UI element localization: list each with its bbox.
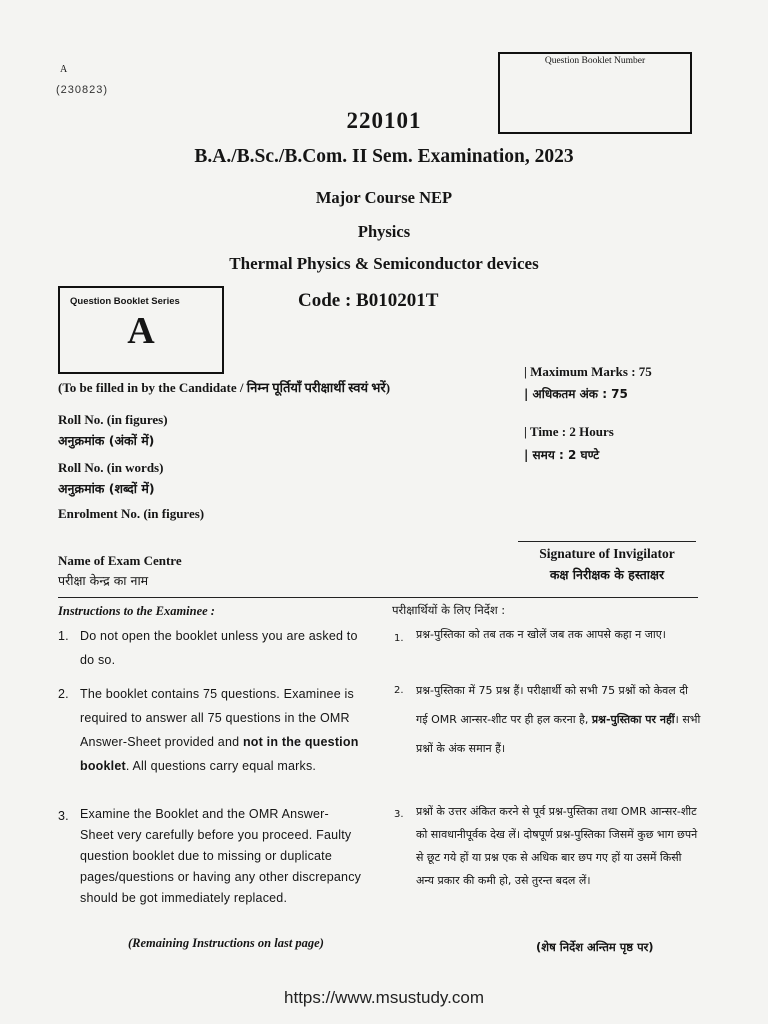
enrolment-label: Enrolment No. (in figures) xyxy=(58,506,205,521)
candidate-fill-note: (To be filled in by the Candidate / निम्न पूर्तियाँ परीक्षार्थी स्वयं भरें) xyxy=(58,380,391,395)
roll-figures-label: Roll No. (in figures) xyxy=(58,412,168,427)
site-watermark: https://www.msustudy.com xyxy=(284,988,484,1007)
instructions-hi-footer: (शेष निर्देश अन्तिम पृष्ठ पर) xyxy=(536,940,654,954)
instruction-hi-3-num: 3. xyxy=(394,809,404,820)
course-name: Major Course NEP xyxy=(315,188,453,207)
exam-centre-label: Name of Exam Centre xyxy=(58,553,182,568)
instruction-hi-1-text: प्रश्न-पुस्तिका को तब तक न खोलें जब तक आपसे कहा न जाए। xyxy=(416,628,666,641)
booklet-number-label: Question Booklet Number xyxy=(544,56,646,66)
roll-figures-label-hi: अनुक्रमांक (अंकों में) xyxy=(58,433,155,448)
instruction-en-2-text-bold: not in the question booklet xyxy=(80,735,359,773)
instruction-en-3-text: Examine the Booklet and the OMR Answer-Sheet very carefully before you proceed. Faulty question booklet due to missing or duplicate pages/questions or having any other discrepancy should be got immediately replaced. xyxy=(80,807,362,905)
time-label: | Time : 2 Hours xyxy=(524,424,614,439)
instructions-en-heading: Instructions to the Examinee : xyxy=(58,604,215,618)
exam-centre-label-hi: परीक्षा केन्द्र का नाम xyxy=(58,573,149,588)
instruction-hi-2-text-a: प्रश्न-पुस्तिका में 75 प्रश्न हैं। परीक्षार्थी को सभी 75 प्रश्नों को केवल दी गई OMR आन्सर-शीट पर ही हल करना है, xyxy=(416,684,688,726)
instructions-hi-heading: परीक्षार्थियों के लिए निर्देश : xyxy=(392,603,506,617)
paper-title: Thermal Physics & Semiconductor devices xyxy=(229,254,539,273)
invigilator-label-hi: कक्ष निरीक्षक के हस्ताक्षर xyxy=(549,567,665,582)
corner-code: (230823) xyxy=(56,84,109,96)
corner-mark: A xyxy=(60,64,68,75)
instruction-en-2-num: 2. xyxy=(58,687,69,701)
instructions-en-footer: (Remaining Instructions on last page) xyxy=(128,936,324,950)
instruction-en-2-text-b: . All questions carry equal marks. xyxy=(125,759,317,773)
booklet-series-value: A xyxy=(127,310,155,352)
roll-words-label: Roll No. (in words) xyxy=(58,460,164,475)
subject-name: Physics xyxy=(357,222,411,241)
time-label-hi: | समय : 2 घण्टे xyxy=(524,448,600,462)
invigilator-label: Signature of Invigilator xyxy=(539,546,675,561)
roll-words-label-hi: अनुक्रमांक (शब्दों में) xyxy=(58,481,155,496)
max-marks-hi: | अधिकतम अंक : 75 xyxy=(524,387,628,401)
section-divider xyxy=(58,597,698,598)
instruction-en-1-num: 1. xyxy=(58,629,69,643)
instruction-en-1-text: Do not open the booklet unless you are asked to do so. xyxy=(80,629,358,667)
instruction-hi-2-text-bold: प्रश्न-पुस्तिका पर नहीं xyxy=(591,713,675,726)
instruction-en-2-text-a: The booklet contains 75 questions. Examinee is required to answer all 75 questions in the OMR Answer-Sheet provided and xyxy=(80,687,354,749)
booklet-series-label: Question Booklet Series xyxy=(70,296,180,307)
paper-code-label: Code : B010201T xyxy=(298,290,439,311)
max-marks: | Maximum Marks : 75 xyxy=(524,364,652,379)
instruction-en-3-num: 3. xyxy=(58,809,69,823)
instruction-hi-2-num: 2. xyxy=(394,685,404,696)
exam-title: B.A./B.Sc./B.Com. II Sem. Examination, 2023 xyxy=(194,146,574,167)
instruction-hi-3-text: प्रश्नों के उत्तर अंकित करने से पूर्व प्रश्न-पुस्तिका तथा OMR आन्सर-शीट को सावधानीपूर्वक देख लें। दोषपूर्ण प्रश्न-पुस्तिका जिसमें कुछ भाग छपने से छूट गये हों या प्रश्न एक से अधिक बार छप गए हों या उसमें किसी अन्य प्रकार की कमी हो, उसे तुरन्त बदल लें। xyxy=(416,805,698,887)
instruction-hi-2-text xyxy=(416,676,702,763)
booklet-series-box xyxy=(58,286,224,374)
instruction-hi-1-num: 1. xyxy=(394,633,404,644)
instruction-en-2-text xyxy=(80,682,362,778)
invigilator-line xyxy=(518,541,696,542)
instruction-hi-2-text-b: । सभी प्रश्नों के अंक समान हैं। xyxy=(416,713,701,755)
paper-code: 220101 xyxy=(346,108,422,133)
